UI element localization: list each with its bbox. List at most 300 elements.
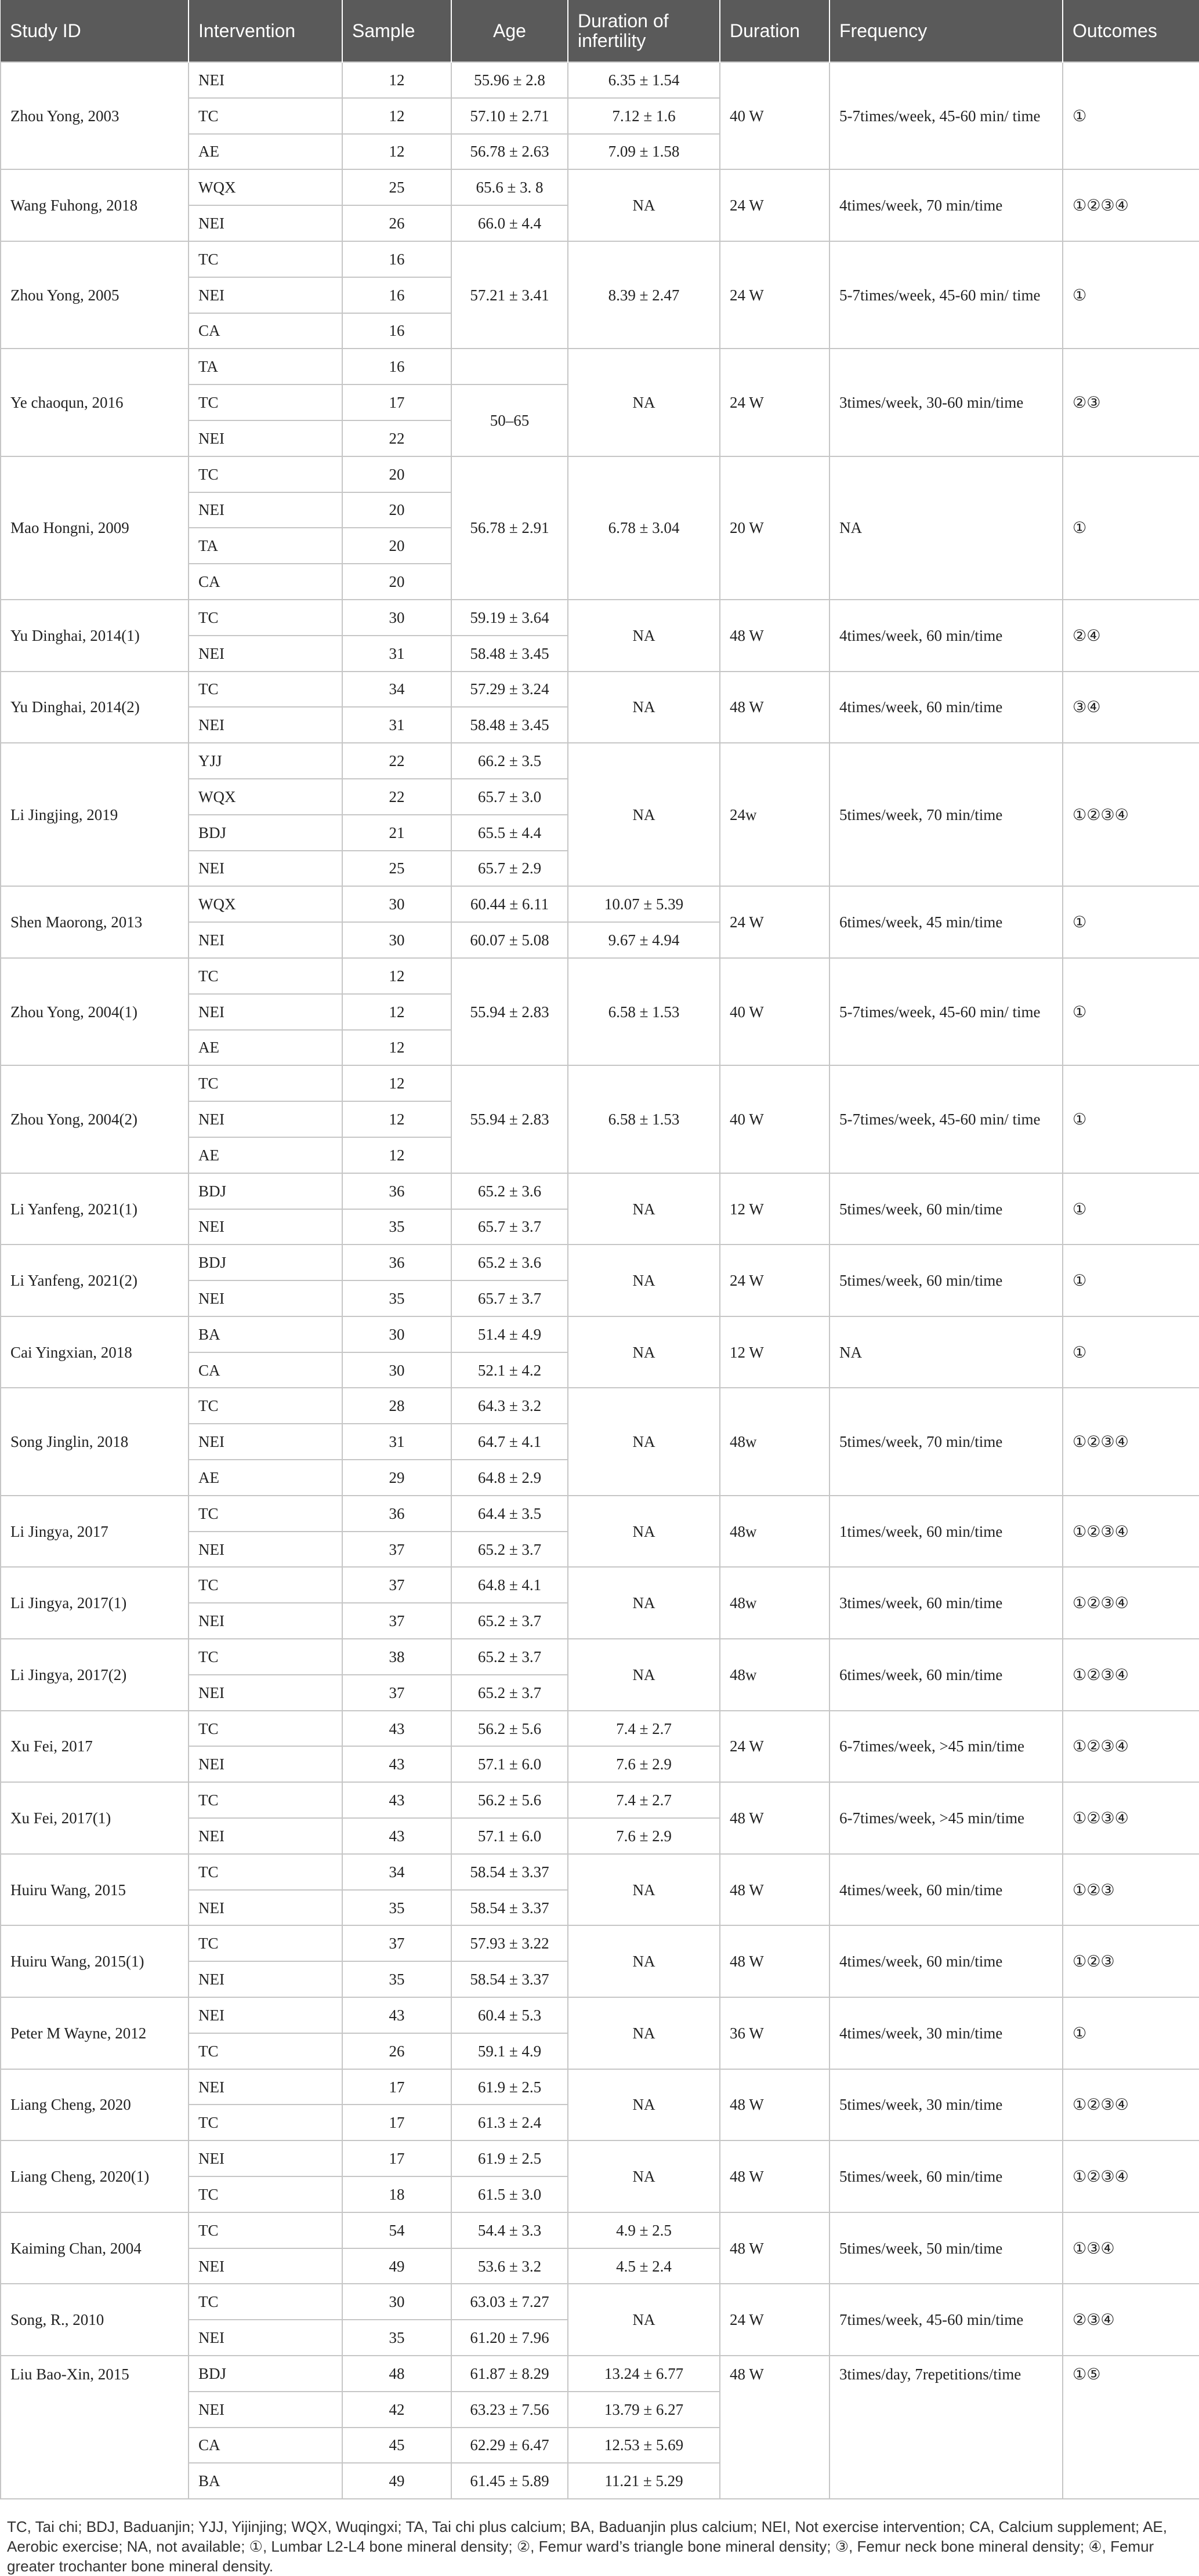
age-cell: 60.4 ± 5.3 [451, 1997, 568, 2033]
frequency-cell: 3times/day, 7repetitions/time [829, 2356, 1063, 2499]
intervention-cell: TA [189, 528, 342, 564]
intervention-cell: TC [189, 1567, 342, 1603]
infertility-cell: 13.24 ± 6.77 [568, 2356, 720, 2392]
intervention-cell: NEI [189, 492, 342, 528]
intervention-cell: WQX [189, 886, 342, 922]
infertility-cell: NA [568, 1639, 720, 1711]
table-row [1, 1639, 1199, 1675]
outcomes-cell: ①②③④ [1063, 1639, 1199, 1711]
sample-cell: 34 [342, 1854, 451, 1890]
outcomes-cell: ① [1063, 1245, 1199, 1316]
sample-cell: 12 [342, 1137, 451, 1173]
intervention-cell: CA [189, 313, 342, 349]
age-cell: 66.2 ± 3.5 [451, 743, 568, 779]
study-id-cell: Li Yanfeng, 2021(2) [1, 1245, 189, 1316]
duration-cell: 48 W [720, 2356, 829, 2499]
table-row [1, 1065, 1199, 1101]
outcomes-cell: ①③④ [1063, 2212, 1199, 2284]
sample-cell: 29 [342, 1460, 451, 1496]
duration-cell: 24 W [720, 349, 829, 456]
frequency-cell: 4times/week, 60 min/time [829, 600, 1063, 672]
age-cell: 57.1 ± 6.0 [451, 1818, 568, 1854]
age-cell: 65.2 ± 3.7 [451, 1639, 568, 1675]
sample-cell: 54 [342, 2212, 451, 2248]
sample-cell: 17 [342, 2069, 451, 2105]
age-cell: 65.6 ± 3. 8 [451, 169, 568, 205]
study-id-cell: Song, R., 2010 [1, 2284, 189, 2356]
study-id-cell: Zhou Yong, 2003 [1, 62, 189, 169]
header-sample: Sample [342, 0, 451, 62]
table-row [1, 2140, 1199, 2176]
age-cell: 58.54 ± 3.37 [451, 1890, 568, 1926]
intervention-cell: BDJ [189, 1173, 342, 1209]
study-id-cell: Liang Cheng, 2020 [1, 2069, 189, 2141]
frequency-cell: 6times/week, 45 min/time [829, 886, 1063, 958]
intervention-cell: TC [189, 672, 342, 708]
sample-cell: 43 [342, 1746, 451, 1782]
sample-cell: 38 [342, 1639, 451, 1675]
intervention-cell: NEI [189, 1818, 342, 1854]
age-cell: 64.3 ± 3.2 [451, 1388, 568, 1424]
infertility-cell: NA [568, 169, 720, 241]
sample-cell: 49 [342, 2463, 451, 2499]
intervention-cell: TC [189, 1639, 342, 1675]
table-row [1, 2284, 1199, 2320]
frequency-cell: 7times/week, 45-60 min/time [829, 2284, 1063, 2356]
intervention-cell: BA [189, 1316, 342, 1352]
intervention-cell: NEI [189, 1675, 342, 1711]
age-cell: 65.2 ± 3.6 [451, 1173, 568, 1209]
study-id-cell: Xu Fei, 2017(1) [1, 1782, 189, 1854]
age-cell: 62.29 ± 6.47 [451, 2428, 568, 2463]
study-id-cell: Yu Dinghai, 2014(1) [1, 600, 189, 672]
age-cell: 58.48 ± 3.45 [451, 707, 568, 743]
age-cell: 63.03 ± 7.27 [451, 2284, 568, 2320]
infertility-cell: NA [568, 1173, 720, 1245]
sample-cell: 37 [342, 1925, 451, 1961]
sample-cell: 30 [342, 2284, 451, 2320]
header-frequency: Frequency [829, 0, 1063, 62]
infertility-cell: NA [568, 1854, 720, 1926]
table-row [1, 1173, 1199, 1209]
intervention-cell: BA [189, 2463, 342, 2499]
age-cell: 61.45 ± 5.89 [451, 2463, 568, 2499]
infertility-cell: 4.5 ± 2.4 [568, 2248, 720, 2284]
sample-cell: 35 [342, 2320, 451, 2356]
outcomes-cell: ① [1063, 241, 1199, 349]
frequency-cell: 3times/week, 60 min/time [829, 1567, 1063, 1639]
infertility-cell: NA [568, 1925, 720, 1997]
intervention-cell: NEI [189, 1961, 342, 1997]
intervention-cell: TC [189, 1925, 342, 1961]
frequency-cell: 5times/week, 70 min/time [829, 1388, 1063, 1495]
header-age: Age [451, 0, 568, 62]
intervention-cell: TC [189, 2176, 342, 2212]
intervention-cell: WQX [189, 169, 342, 205]
age-cell: 55.94 ± 2.83 [451, 1065, 568, 1173]
sample-cell: 12 [342, 1101, 451, 1137]
table-row [1, 1496, 1199, 1532]
sample-cell: 25 [342, 851, 451, 887]
study-id-cell: Liang Cheng, 2020(1) [1, 2140, 189, 2212]
sample-cell: 30 [342, 886, 451, 922]
outcomes-cell: ①②③④ [1063, 2069, 1199, 2141]
age-cell: 64.4 ± 3.5 [451, 1496, 568, 1532]
intervention-cell: BDJ [189, 1245, 342, 1280]
sample-cell: 20 [342, 492, 451, 528]
intervention-cell: NEI [189, 851, 342, 887]
age-cell: 59.19 ± 3.64 [451, 600, 568, 636]
infertility-cell: 7.6 ± 2.9 [568, 1746, 720, 1782]
intervention-cell: NEI [189, 636, 342, 672]
sample-cell: 45 [342, 2428, 451, 2463]
study-id-cell: Song Jinglin, 2018 [1, 1388, 189, 1495]
intervention-cell: TC [189, 241, 342, 277]
infertility-cell: NA [568, 2140, 720, 2212]
intervention-cell: NEI [189, 2069, 342, 2105]
infertility-cell: 7.4 ± 2.7 [568, 1782, 720, 1818]
sample-cell: 35 [342, 1209, 451, 1245]
header-intervention: Intervention [189, 0, 342, 62]
infertility-cell: 6.35 ± 1.54 [568, 62, 720, 98]
sample-cell: 36 [342, 1496, 451, 1532]
sample-cell: 22 [342, 779, 451, 815]
duration-cell: 48w [720, 1388, 829, 1495]
duration-cell: 48 W [720, 2069, 829, 2141]
age-cell: 66.0 ± 4.4 [451, 205, 568, 241]
infertility-cell: 7.6 ± 2.9 [568, 1818, 720, 1854]
duration-cell: 48 W [720, 1854, 829, 1926]
frequency-cell: NA [829, 1316, 1063, 1388]
frequency-cell: 4times/week, 30 min/time [829, 1997, 1063, 2069]
outcomes-cell: ① [1063, 456, 1199, 600]
age-cell: 65.7 ± 2.9 [451, 851, 568, 887]
table-row [1, 600, 1199, 636]
intervention-cell: NEI [189, 922, 342, 958]
table-row [1, 456, 1199, 492]
intervention-cell: TC [189, 2212, 342, 2248]
table-row [1, 62, 1199, 98]
frequency-cell: 4times/week, 60 min/time [829, 1925, 1063, 1997]
sample-cell: 48 [342, 2356, 451, 2392]
age-cell: 65.2 ± 3.7 [451, 1603, 568, 1639]
sample-cell: 43 [342, 1711, 451, 1747]
study-id-cell: Zhou Yong, 2005 [1, 241, 189, 349]
table-row [1, 1925, 1199, 1961]
study-id-cell: Wang Fuhong, 2018 [1, 169, 189, 241]
intervention-cell: NEI [189, 2392, 342, 2428]
sample-cell: 35 [342, 1961, 451, 1997]
table-row [1, 886, 1199, 922]
sample-cell: 26 [342, 205, 451, 241]
frequency-cell: 5-7times/week, 45-60 min/ time [829, 958, 1063, 1065]
age-cell: 57.21 ± 3.41 [451, 241, 568, 349]
age-cell: 57.1 ± 6.0 [451, 1746, 568, 1782]
age-cell: 57.10 ± 2.71 [451, 98, 568, 134]
age-cell: 50–65 [451, 384, 568, 456]
duration-cell: 36 W [720, 1997, 829, 2069]
intervention-cell: AE [189, 1030, 342, 1066]
sample-cell: 12 [342, 134, 451, 170]
infertility-cell: 6.58 ± 1.53 [568, 958, 720, 1065]
intervention-cell: NEI [189, 1603, 342, 1639]
table-row [1, 743, 1199, 779]
sample-cell: 43 [342, 1818, 451, 1854]
intervention-cell: TC [189, 1782, 342, 1818]
duration-cell: 12 W [720, 1316, 829, 1388]
frequency-cell: 5times/week, 30 min/time [829, 2069, 1063, 2141]
frequency-cell: 5times/week, 60 min/time [829, 2140, 1063, 2212]
outcomes-cell: ②③ [1063, 349, 1199, 456]
study-id-cell: Yu Dinghai, 2014(2) [1, 672, 189, 743]
infertility-cell: 9.67 ± 4.94 [568, 922, 720, 958]
duration-cell: 40 W [720, 958, 829, 1065]
study-id-cell: Peter M Wayne, 2012 [1, 1997, 189, 2069]
duration-cell: 48 W [720, 672, 829, 743]
sample-cell: 17 [342, 384, 451, 420]
outcomes-cell: ①②③④ [1063, 743, 1199, 886]
sample-cell: 22 [342, 743, 451, 779]
intervention-cell: TC [189, 2105, 342, 2140]
infertility-cell: NA [568, 349, 720, 456]
table-row [1, 1316, 1199, 1352]
outcomes-cell: ①②③④ [1063, 1567, 1199, 1639]
study-id-cell: Mao Hongni, 2009 [1, 456, 189, 600]
sample-cell: 16 [342, 277, 451, 313]
frequency-cell: 4times/week, 70 min/time [829, 169, 1063, 241]
intervention-cell: BDJ [189, 2356, 342, 2392]
outcomes-cell: ① [1063, 1173, 1199, 1245]
sample-cell: 25 [342, 169, 451, 205]
outcomes-cell: ②③④ [1063, 2284, 1199, 2356]
infertility-cell: NA [568, 2069, 720, 2141]
table-row [1, 169, 1199, 205]
sample-cell: 28 [342, 1388, 451, 1424]
infertility-cell: NA [568, 600, 720, 672]
outcomes-cell: ③④ [1063, 672, 1199, 743]
sample-cell: 36 [342, 1245, 451, 1280]
table-row [1, 1245, 1199, 1280]
infertility-cell: 7.12 ± 1.6 [568, 98, 720, 134]
infertility-cell: 6.58 ± 1.53 [568, 1065, 720, 1173]
sample-cell: 20 [342, 564, 451, 600]
age-cell: 63.23 ± 7.56 [451, 2392, 568, 2428]
study-id-cell: Li Jingya, 2017(1) [1, 1567, 189, 1639]
header-duration-of-infertility: Duration of infertility [568, 0, 720, 62]
header-outcomes: Outcomes [1063, 0, 1199, 62]
sample-cell: 43 [342, 1782, 451, 1818]
study-id-cell: Huiru Wang, 2015 [1, 1854, 189, 1926]
frequency-cell: 5-7times/week, 45-60 min/ time [829, 62, 1063, 169]
sample-cell: 16 [342, 241, 451, 277]
sample-cell: 12 [342, 1030, 451, 1066]
duration-cell: 48 W [720, 1782, 829, 1854]
infertility-cell: NA [568, 1388, 720, 1495]
sample-cell: 30 [342, 922, 451, 958]
outcomes-cell: ①②③④ [1063, 169, 1199, 241]
frequency-cell: 5times/week, 70 min/time [829, 743, 1063, 886]
infertility-cell: NA [568, 743, 720, 886]
study-id-cell: Shen Maorong, 2013 [1, 886, 189, 958]
sample-cell: 20 [342, 456, 451, 492]
duration-cell: 20 W [720, 456, 829, 600]
sample-cell: 12 [342, 958, 451, 994]
age-cell: 59.1 ± 4.9 [451, 2033, 568, 2069]
sample-cell: 31 [342, 707, 451, 743]
age-cell [451, 349, 568, 384]
outcomes-cell: ①②③④ [1063, 1388, 1199, 1495]
outcomes-cell: ①②③ [1063, 1925, 1199, 1997]
intervention-cell: NEI [189, 994, 342, 1030]
age-cell: 58.54 ± 3.37 [451, 1961, 568, 1997]
infertility-cell: 7.09 ± 1.58 [568, 134, 720, 170]
study-id-cell: Liu Bao-Xin, 2015 [1, 2356, 189, 2499]
infertility-cell: 10.07 ± 5.39 [568, 886, 720, 922]
infertility-cell: NA [568, 1997, 720, 2069]
outcomes-cell: ①②③④ [1063, 2140, 1199, 2212]
infertility-cell: NA [568, 1316, 720, 1388]
intervention-cell: TC [189, 456, 342, 492]
sample-cell: 30 [342, 1316, 451, 1352]
infertility-cell: 7.4 ± 2.7 [568, 1711, 720, 1747]
table-row [1, 241, 1199, 277]
age-cell: 65.7 ± 3.0 [451, 779, 568, 815]
outcomes-cell: ① [1063, 62, 1199, 169]
intervention-cell: NEI [189, 1280, 342, 1316]
table-row [1, 349, 1199, 384]
sample-cell: 34 [342, 672, 451, 708]
intervention-cell: TC [189, 1854, 342, 1890]
sample-cell: 12 [342, 62, 451, 98]
duration-cell: 48w [720, 1496, 829, 1568]
outcomes-cell: ① [1063, 886, 1199, 958]
outcomes-cell: ①②③④ [1063, 1496, 1199, 1568]
frequency-cell: NA [829, 456, 1063, 600]
sample-cell: 18 [342, 2176, 451, 2212]
frequency-cell: 5-7times/week, 45-60 min/ time [829, 241, 1063, 349]
intervention-cell: TC [189, 600, 342, 636]
outcomes-cell: ① [1063, 958, 1199, 1065]
age-cell: 65.2 ± 3.7 [451, 1675, 568, 1711]
intervention-cell: NEI [189, 1424, 342, 1460]
age-cell: 56.78 ± 2.63 [451, 134, 568, 170]
intervention-cell: TC [189, 98, 342, 134]
frequency-cell: 4times/week, 60 min/time [829, 672, 1063, 743]
age-cell: 64.8 ± 2.9 [451, 1460, 568, 1496]
sample-cell: 35 [342, 1890, 451, 1926]
intervention-cell: AE [189, 1137, 342, 1173]
duration-cell: 48 W [720, 600, 829, 672]
age-cell: 54.4 ± 3.3 [451, 2212, 568, 2248]
duration-cell: 48 W [720, 2212, 829, 2284]
study-id-cell: Huiru Wang, 2015(1) [1, 1925, 189, 1997]
outcomes-cell: ① [1063, 1997, 1199, 2069]
frequency-cell: 6times/week, 60 min/time [829, 1639, 1063, 1711]
sample-cell: 26 [342, 2033, 451, 2069]
infertility-cell: 8.39 ± 2.47 [568, 241, 720, 349]
intervention-cell: CA [189, 1352, 342, 1388]
intervention-cell: AE [189, 134, 342, 170]
intervention-cell: TC [189, 1065, 342, 1101]
table-row [1, 958, 1199, 994]
sample-cell: 37 [342, 1603, 451, 1639]
infertility-cell: 6.78 ± 3.04 [568, 456, 720, 600]
intervention-cell: TC [189, 2033, 342, 2069]
intervention-cell: CA [189, 2428, 342, 2463]
study-id-cell: Li Jingya, 2017(2) [1, 1639, 189, 1711]
intervention-cell: TC [189, 1388, 342, 1424]
intervention-cell: TC [189, 384, 342, 420]
age-cell: 58.54 ± 3.37 [451, 1854, 568, 1890]
intervention-cell: NEI [189, 1101, 342, 1137]
intervention-cell: YJJ [189, 743, 342, 779]
age-cell: 65.7 ± 3.7 [451, 1280, 568, 1316]
sample-cell: 21 [342, 815, 451, 851]
outcomes-cell: ①②③ [1063, 1854, 1199, 1926]
study-id-cell: Li Jingjing, 2019 [1, 743, 189, 886]
header-row [1, 0, 1199, 62]
outcomes-cell: ① [1063, 1065, 1199, 1173]
age-cell: 61.9 ± 2.5 [451, 2069, 568, 2105]
study-id-cell: Zhou Yong, 2004(2) [1, 1065, 189, 1173]
frequency-cell: 6-7times/week, >45 min/time [829, 1711, 1063, 1783]
age-cell: 65.5 ± 4.4 [451, 815, 568, 851]
duration-cell: 48 W [720, 1925, 829, 1997]
infertility-cell: 13.79 ± 6.27 [568, 2392, 720, 2428]
age-cell: 51.4 ± 4.9 [451, 1316, 568, 1352]
intervention-cell: CA [189, 564, 342, 600]
outcomes-cell: ②④ [1063, 600, 1199, 672]
infertility-cell: 12.53 ± 5.69 [568, 2428, 720, 2463]
intervention-cell: NEI [189, 1209, 342, 1245]
table-row [1, 1388, 1199, 1424]
intervention-cell: TC [189, 958, 342, 994]
duration-cell: 48w [720, 1639, 829, 1711]
intervention-cell: NEI [189, 205, 342, 241]
duration-cell: 40 W [720, 1065, 829, 1173]
outcomes-cell: ①②③④ [1063, 1782, 1199, 1854]
sample-cell: 12 [342, 994, 451, 1030]
study-id-cell: Li Jingya, 2017 [1, 1496, 189, 1568]
intervention-cell: NEI [189, 2320, 342, 2356]
intervention-cell: NEI [189, 277, 342, 313]
sample-cell: 22 [342, 420, 451, 456]
intervention-cell: WQX [189, 779, 342, 815]
sample-cell: 20 [342, 528, 451, 564]
study-id-cell: Kaiming Chan, 2004 [1, 2212, 189, 2284]
duration-cell: 24 W [720, 2284, 829, 2356]
duration-cell: 24 W [720, 241, 829, 349]
sample-cell: 42 [342, 2392, 451, 2428]
frequency-cell: 5-7times/week, 45-60 min/ time [829, 1065, 1063, 1173]
table-row [1, 1854, 1199, 1890]
sample-cell: 36 [342, 1173, 451, 1209]
infertility-cell: NA [568, 1496, 720, 1568]
age-cell: 61.20 ± 7.96 [451, 2320, 568, 2356]
frequency-cell: 1times/week, 60 min/time [829, 1496, 1063, 1568]
sample-cell: 49 [342, 2248, 451, 2284]
age-cell: 60.07 ± 5.08 [451, 922, 568, 958]
age-cell: 52.1 ± 4.2 [451, 1352, 568, 1388]
duration-cell: 48 W [720, 2140, 829, 2212]
table-row [1, 2356, 1199, 2392]
intervention-cell: NEI [189, 1997, 342, 2033]
intervention-cell: NEI [189, 1532, 342, 1568]
sample-cell: 31 [342, 1424, 451, 1460]
infertility-cell: 4.9 ± 2.5 [568, 2212, 720, 2248]
intervention-cell: AE [189, 1460, 342, 1496]
intervention-cell: BDJ [189, 815, 342, 851]
